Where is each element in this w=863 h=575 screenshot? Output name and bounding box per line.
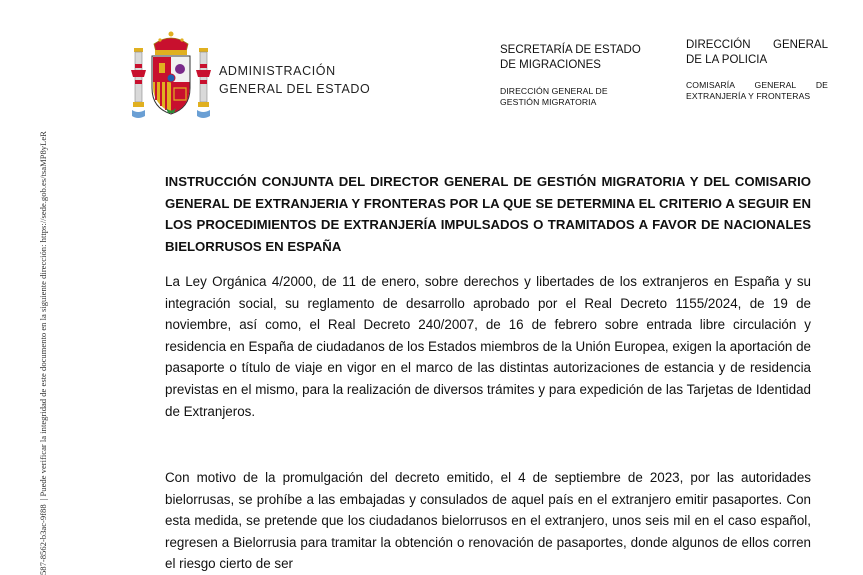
verification-text: | Puede verificar la integridad de este documento en la siguiente dirección: https://sede.gob.es/tsaMP8yLeR: [38, 131, 48, 501]
shield-icon: [152, 56, 190, 114]
block1-title-line-2: DE MIGRACIONES: [500, 59, 601, 71]
document-code: 587-8562-b3ac-9f88: [38, 504, 48, 575]
body-paragraph-2: Con motivo de la promulgación del decreto emitido, el 4 de septiembre de 2023, por las autoridades bielorrusas, se prohíbe a las embajadas y consulados de aquel país en el extranjero emitir pasaportes. Con esta medida, se pretende que los ciudadanos bielorrusos en el extranjero, unos seis mil en el caso español, regresen a Bielorrusia para tramitar la obtención o renovación de pasaportes, donde algunos de ellos corren el riesgo cierto de ser: [165, 470, 811, 572]
block1-sub-line-2: GESTIÓN MIGRATORIA: [500, 97, 597, 107]
admin-line-2: GENERAL DEL ESTADO: [219, 82, 371, 96]
block1-title-line-1: SECRETARÍA DE ESTADO: [500, 44, 641, 56]
admin-line-1: ADMINISTRACIÓN: [219, 64, 336, 78]
document-title: INSTRUCCIÓN CONJUNTA DEL DIRECTOR GENERAL DE GESTIÓN MIGRATORIA Y DEL COMISARIO GENERAL DE EXTRANJERIA Y FRONTERAS POR LA QUE SE DETERMINA EL CRITERIO A SEGUIR EN LOS PROCEDIMIENTOS DE EXTRANJERÍA IMPULSADOS O TRAMITADOS A FAVOR DE NACIONALES BIELORRUSOS EN ESPAÑA: [165, 174, 811, 254]
verification-side-note: [38, 55, 48, 575]
issuer-administracion-general: [219, 62, 370, 98]
crown-icon: [154, 32, 188, 56]
issuer-secretaria-migraciones: [500, 43, 641, 108]
block2-sub-line-2: EXTRANJERÍA Y FRONTERAS: [686, 91, 811, 101]
coat-of-arms-icon: [130, 30, 212, 120]
block2-title-line-2: DE LA POLICIA: [686, 54, 768, 66]
left-pillar-icon: [131, 48, 146, 118]
block2-title-line-1: DIRECCIÓN GENERAL: [686, 39, 828, 51]
body-paragraph-1: La Ley Orgánica 4/2000, de 11 de enero, sobre derechos y libertades de los extranjeros en España y su integración social, su reglamento de desarrollo aprobado por el Real Decreto 1155/2024, de 19 de noviembre, así como, el Real Decreto 240/2007, de 16 de febrero sobre entrada libre circulación y residencia en España de ciudadanos de los Estados miembros de la Unión Europea, exigen la aportación de pasaporte o título de viaje en vigor en el marco de las distintas autorizaciones de estancia y de residencia previstas en el mismo, para la realización de diversos trámites y para expedición de las Tarjetas de Identidad de Extranjeros.: [165, 274, 811, 419]
issuer-direccion-policia: [686, 38, 828, 102]
block2-sub-line-1: COMISARÍA GENERAL DE: [686, 80, 828, 90]
right-pillar-icon: [196, 48, 211, 118]
block1-sub-line-1: DIRECCIÓN GENERAL DE: [500, 86, 608, 96]
